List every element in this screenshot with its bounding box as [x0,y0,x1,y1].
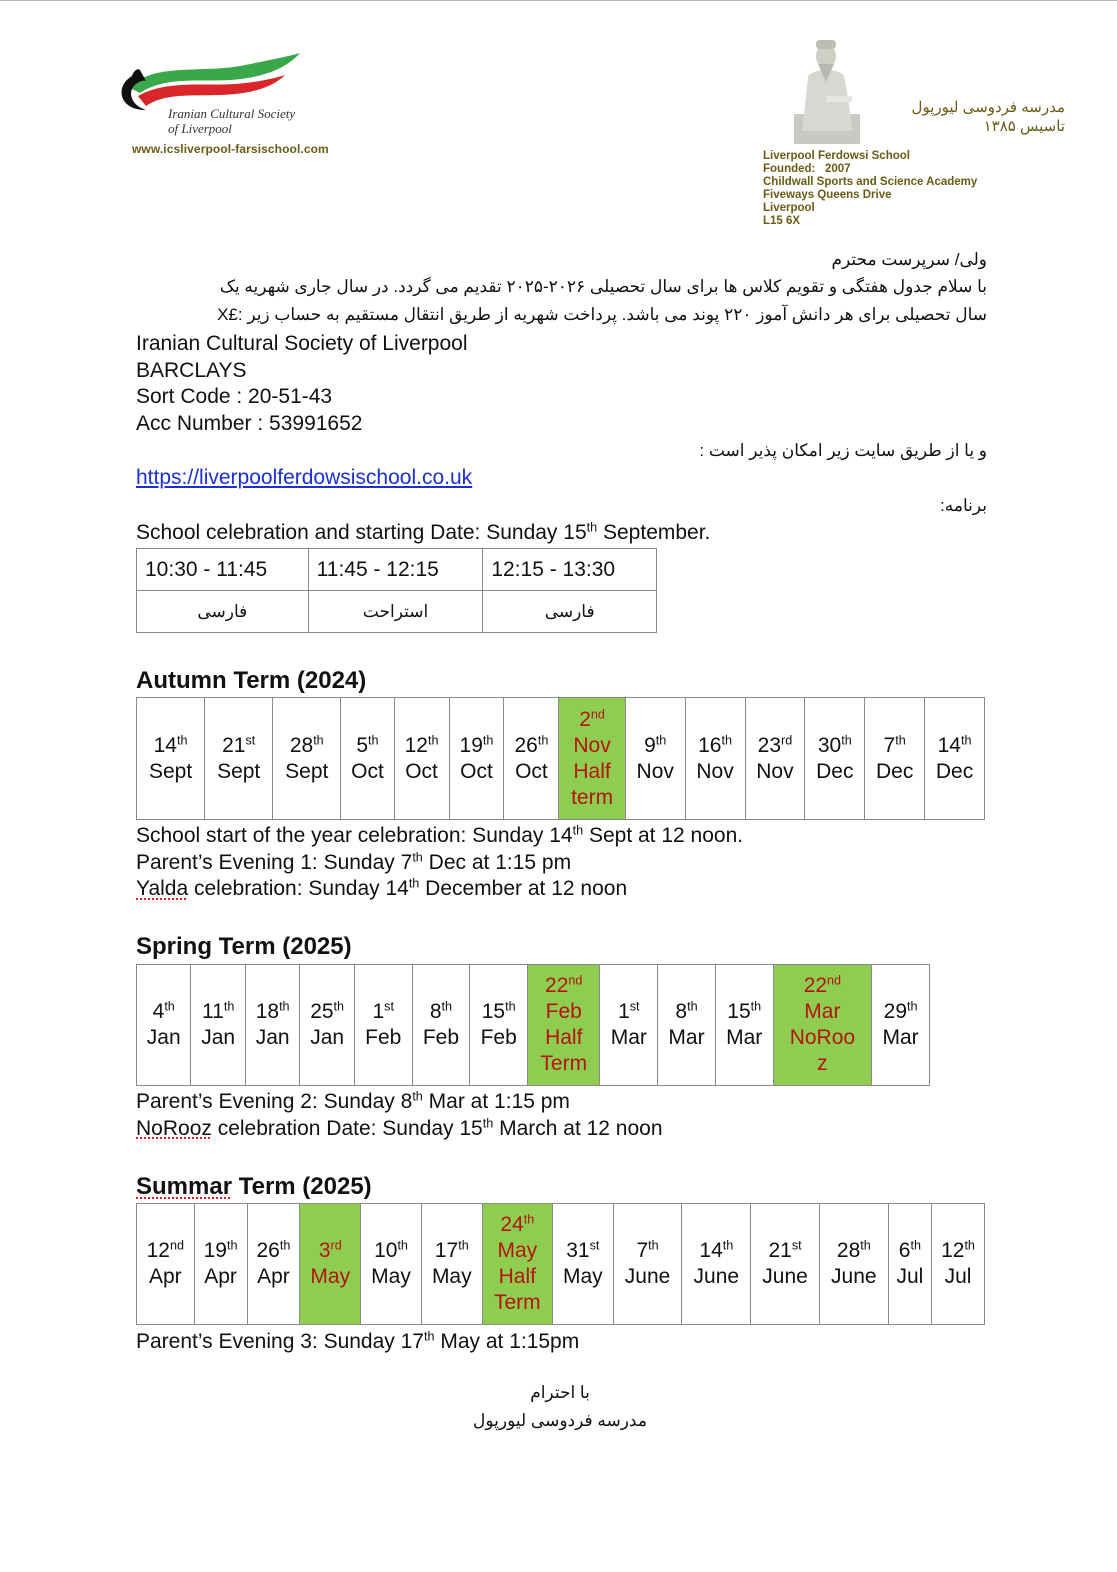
date-day: 29th [883,999,918,1023]
date-month: Apr [148,1265,182,1288]
term-date-cell [925,698,985,820]
date-day: 12th [941,1238,975,1262]
date-note: Term [540,1052,588,1075]
term-date-cell [682,1204,751,1325]
school-fa-name: مدرسه فردوسی لیورپول [911,99,1065,116]
letter-paragraph-line2-text: سال تحصیلی برای هر دانش آموز ۲۲۰ پوند می باشد. پرداخت شهریه از طریق انتقال مستقیم به حساب زیر : [237,305,987,324]
date-day: 3rd [318,1238,342,1262]
date-day: 26th [514,732,549,757]
term-date-cell-highlight [300,1204,361,1325]
term-date-cell [625,698,685,820]
date-month: Oct [515,759,548,783]
summer-term-notes [136,1329,579,1356]
school-fa-founded: تاسیس ۱۳۸۵ [983,118,1065,135]
date-month: May [310,1265,351,1288]
date-month: Nov [636,759,674,783]
date-day: 28th [289,732,324,757]
ics-logo [110,48,380,163]
date-note: Half [498,1265,536,1288]
autumn-term-notes [136,823,743,903]
autumn-term-title: Autumn Term (2024) [136,667,367,694]
date-month: Feb [480,1026,517,1049]
term-note: Parent’s Evening 1: Sunday 7th Dec at 1:15 pm [136,849,572,874]
term-date-cell [888,1204,931,1325]
date-note: term [571,785,614,809]
date-day: 11th [202,999,235,1023]
activity-cell: استراحت [308,591,483,633]
website-link[interactable]: https://liverpoolferdowsischool.co.uk [136,466,473,489]
date-day: 1st [372,999,394,1023]
school-info-line: Childwall Sports and Science Academy [763,176,978,188]
term-dates-row [137,965,930,1086]
date-day: 21st [768,1238,802,1262]
term-date-cell [247,1204,300,1325]
date-day: 26th [256,1238,291,1262]
term-date-cell [341,698,394,820]
date-day: 25th [310,999,345,1023]
term-date-cell [819,1204,888,1325]
bank-details [136,331,468,437]
date-month: Apr [204,1265,237,1288]
page-top-border [0,0,1117,1]
term-date-cell [805,698,865,820]
school-info [763,150,977,228]
date-day: 9th [644,732,667,757]
date-month: May [431,1265,472,1288]
term-date-cell-highlight [528,965,600,1086]
date-month: Sept [148,759,193,783]
date-day: 2nd [579,706,605,731]
date-day: 31st [566,1238,600,1262]
spring-term-notes [136,1089,663,1142]
program-label-fa: برنامه: [940,496,987,515]
date-month: June [762,1265,808,1288]
date-month: Jan [255,1026,290,1049]
date-month: Dec [935,759,974,783]
date-month: Nov [756,759,794,783]
date-day: 15th [727,999,762,1023]
date-month: June [831,1265,877,1288]
date-month: Mar [882,1026,919,1049]
date-day: 1st [618,999,640,1023]
date-note: Term [493,1291,541,1314]
website-link-wrap [136,465,472,492]
daily-schedule-table [136,548,657,633]
date-month: Mar [668,1026,705,1049]
term-date-cell [273,698,341,820]
date-month: Jan [310,1026,345,1049]
term-date-cell [194,1204,247,1325]
date-day: 22nd [545,973,583,997]
term-dates-row [137,1204,985,1325]
spring-term-title: Spring Term (2025) [136,933,352,960]
date-day: 30th [817,732,852,757]
term-date-cell [658,965,716,1086]
school-info-line: Founded: 2007 [763,163,851,175]
date-day: 24th [500,1212,535,1236]
term-date-cell [745,698,805,820]
term-date-cell [137,698,205,820]
term-date-cell [872,965,930,1086]
date-month: May [371,1265,411,1288]
currency-symbol: X£ [217,305,238,324]
date-day: 19th [459,732,494,757]
school-info-line: Liverpool Ferdowsi School [763,150,910,162]
ferdowsi-statue-icon [788,36,866,146]
date-day: 14th [699,1238,734,1262]
start-date-text: School celebration and starting Date: Sunday 15 [136,521,587,544]
date-day: 17th [434,1238,469,1262]
date-month: Oct [405,759,438,783]
term-date-cell [685,698,745,820]
activity-cell: فارسی [483,591,657,633]
date-day: 23rd [757,732,793,757]
date-month: Sept [217,759,261,783]
greeting-fa: ولی/ سرپرست محترم [831,250,987,269]
term-dates-row [137,698,985,820]
time-slot: 10:30 - 11:45 [137,549,309,591]
date-month: Dec [816,759,854,783]
term-date-cell [613,1204,682,1325]
date-month: June [624,1265,671,1288]
school-logo [760,32,1080,232]
ics-logo-url: www.icsliverpool-farsischool.com [132,142,329,156]
date-month: Dec [875,759,914,783]
date-day: 7th [883,732,906,757]
ics-title-line1: Iranian Cultural Society [168,106,296,121]
term-date-cell [354,965,412,1086]
date-note: Half [573,759,611,783]
school-name-fa [890,98,1065,136]
date-day: 7th [636,1238,659,1262]
time-slot: 11:45 - 12:15 [308,549,483,591]
term-note: School start of the year celebration: Sunday 14th Sept at 12 noon. [136,823,744,847]
account-name: Iranian Cultural Society of Liverpool [136,332,468,355]
bank-name: BARCLAYS [136,358,247,382]
term-date-cell [421,1204,482,1325]
date-day: 16th [698,732,732,757]
term-date-cell [504,698,559,820]
term-date-cell [600,965,658,1086]
start-date-text: September. [597,521,711,544]
term-note: Parent’s Evening 2: Sunday 8th Mar at 1:15 pm [136,1089,570,1113]
term-date-cell [552,1204,613,1325]
term-date-cell-highlight [559,698,625,820]
term-date-cell [137,965,191,1086]
account-number: Acc Number : 53991652 [136,411,363,435]
ics-title-line2: of Liverpool [168,121,232,136]
term-date-cell [715,965,773,1086]
date-note: Half [545,1026,583,1049]
ics-logo-title [168,106,295,136]
term-date-cell-highlight [482,1204,552,1325]
term-note: Parent’s Evening 3: Sunday 17th May at 1:15pm [136,1329,580,1353]
date-month: May [562,1265,603,1288]
letter-paragraph-line2 [217,305,987,325]
date-day: 21st [222,732,256,757]
time-slot: 12:15 - 13:30 [483,549,657,591]
date-month: Jan [201,1026,236,1049]
summer-term-title-rest: Term (2025) [232,1173,372,1200]
school-info-line: Fiveways Queens Drive [763,189,892,201]
date-day: 6th [898,1238,921,1262]
date-month: Nov [573,733,611,757]
term-date-cell-highlight [773,965,872,1086]
term-date-cell [932,1204,985,1325]
date-day: 18th [255,999,290,1023]
date-month: Jul [896,1265,924,1288]
term-date-cell [865,698,925,820]
summer-term-table [136,1203,985,1325]
school-info-line: L15 6X [763,215,801,227]
date-month: Mar [804,1000,841,1023]
term-date-cell [137,1204,195,1325]
date-month: Sept [285,759,329,783]
term-date-cell [361,1204,422,1325]
date-day: 14th [937,732,972,757]
summer-term-title [136,1173,372,1201]
date-day: 19th [203,1238,238,1262]
date-day: 14th [153,732,188,757]
date-month: Nov [696,759,734,783]
date-month: Feb [422,1026,460,1049]
spring-term-table [136,964,930,1086]
date-day: 4th [152,999,175,1023]
date-day: 15th [481,999,516,1023]
date-month: Apr [257,1265,290,1288]
signature-fa: مدرسه فردوسی لیورپول [473,1411,647,1430]
date-month: Oct [460,759,493,783]
schedule-activities-row [137,591,657,633]
date-day: 8th [429,999,453,1023]
date-day: 28th [836,1238,871,1262]
term-date-cell [449,698,504,820]
date-day: 22nd [803,973,842,997]
sort-code: Sort Code : 20-51-43 [136,385,333,408]
date-day: 8th [675,999,698,1023]
term-date-cell [470,965,528,1086]
date-day: 10th [374,1238,408,1262]
schedule-times-row [137,549,657,591]
school-info-line: Liverpool [763,202,815,214]
date-month: Mar [610,1026,647,1049]
start-date-line [136,520,710,547]
summer-term-title-word: Summar [136,1173,233,1200]
autumn-term-table [136,697,985,820]
date-day: 12nd [146,1238,184,1262]
term-note: Yalda celebration: Sunday 14th December at 12 noon [136,876,628,900]
activity-cell: فارسی [137,591,309,633]
term-date-cell [300,965,354,1086]
term-date-cell [245,965,299,1086]
date-month: Jul [944,1265,972,1288]
date-month: Oct [351,759,384,783]
term-date-cell [412,965,470,1086]
date-month: Feb [365,1026,402,1049]
date-month: Mar [726,1026,763,1049]
term-note: NoRooz celebration Date: Sunday 15th March at 12 noon [136,1115,663,1140]
term-date-cell [751,1204,820,1325]
date-month: Jan [146,1026,181,1049]
regards-fa: با احترام [530,1383,590,1402]
date-day: 12th [404,732,439,757]
website-intro-fa: و یا از طریق سایت زیر امکان پذیر است : [699,441,987,460]
date-note: NoRoo [789,1026,856,1049]
term-date-cell [394,698,449,820]
date-month: Feb [545,1000,582,1023]
ordinal-suffix: th [586,520,598,535]
date-note: z [817,1052,828,1075]
term-date-cell [205,698,273,820]
date-month: June [693,1265,740,1288]
date-day: 5th [356,732,379,757]
date-month: May [497,1239,538,1262]
term-date-cell [191,965,245,1086]
letter-paragraph-line1: با سلام جدول هفتگی و تقویم کلاس ها برای سال تحصیلی ۲۰۲۶-۲۰۲۵ تقدیم می گردد. در سال جاری شهریه یک [219,277,987,296]
